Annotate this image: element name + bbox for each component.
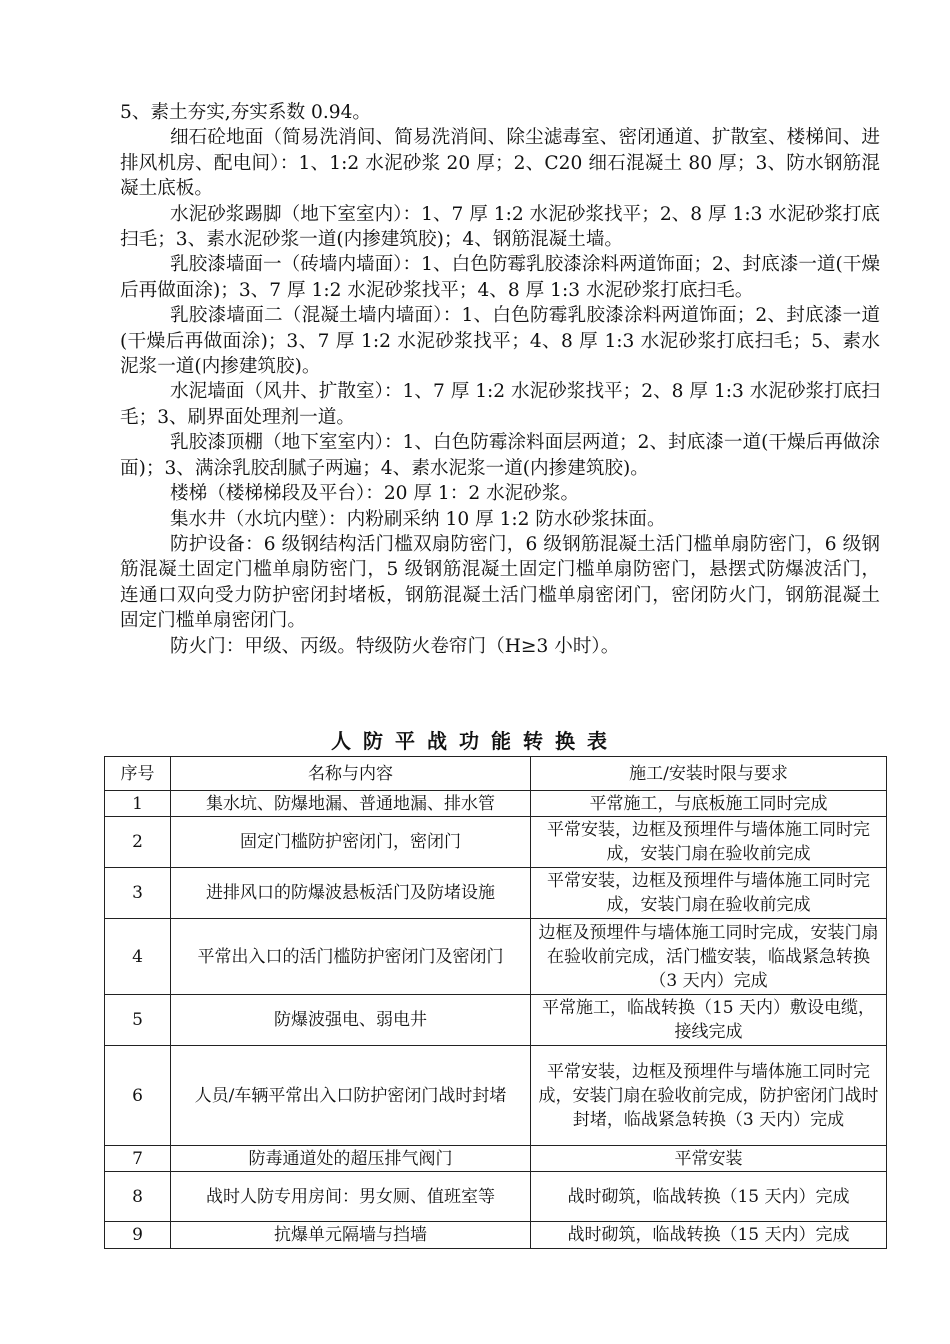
table-row bbox=[105, 1222, 887, 1249]
table-title: 人防平战功能转换表 bbox=[331, 729, 619, 753]
header-requirement: 施工/安装时限与要求 bbox=[531, 757, 887, 791]
paragraph-cement-skirting: 水泥砂浆踢脚（地下室室内）：1、7 厚 1:2 水泥砂浆找平；2、8 厚 1:3 水泥砂浆打底扫毛；3、素水泥砂浆一道(内掺建筑胶)；4、钢筋混凝土墙。 bbox=[120, 203, 880, 251]
table-row bbox=[105, 791, 887, 817]
row-number: 5 bbox=[105, 995, 171, 1046]
table-row bbox=[105, 1046, 887, 1146]
row-name: 固定门槛防护密闭门，密闭门 bbox=[171, 817, 531, 868]
table-row bbox=[105, 1172, 887, 1222]
row-number: 2 bbox=[105, 817, 171, 868]
table-row bbox=[105, 919, 887, 995]
paragraph-cement-wall: 水泥墙面（风井、扩散室）：1、7 厚 1:2 水泥砂浆找平；2、8 厚 1:3 水泥砂浆打底扫毛；3、刷界面处理剂一道。 bbox=[120, 381, 880, 428]
table-row bbox=[105, 817, 887, 868]
row-requirement: 平常安装，边框及预埋件与墙体施工同时完成，安装门扇在验收前完成 bbox=[531, 817, 887, 868]
row-name: 防毒通道处的超压排气阀门 bbox=[171, 1146, 531, 1172]
table-header-row bbox=[105, 757, 887, 791]
table-row bbox=[105, 995, 887, 1046]
row-requirement: 平常施工，与底板施工同时完成 bbox=[531, 791, 887, 817]
header-number: 序号 bbox=[105, 757, 171, 791]
row-number: 3 bbox=[105, 868, 171, 919]
row-number: 1 bbox=[105, 791, 171, 817]
row-requirement: 平常安装 bbox=[531, 1146, 887, 1172]
paragraph-fine-stone-floor: 细石砼地面（简易洗消间、简易洗消间、除尘滤毒室、密闭通道、扩散室、楼梯间、进排风机房、配电间）：1、1:2 水泥砂浆 20 厚；2、C20 细石混凝土 80 厚；3、防水钢筋混凝土底板。 bbox=[120, 127, 880, 200]
row-name: 防爆波强电、弱电井 bbox=[171, 995, 531, 1046]
row-number: 6 bbox=[105, 1046, 171, 1146]
row-name: 战时人防专用房间：男女厕、值班室等 bbox=[171, 1172, 531, 1222]
row-requirement: 平常安装，边框及预埋件与墙体施工同时完成，安装门扇在验收前完成 bbox=[531, 868, 887, 919]
header-name: 名称与内容 bbox=[171, 757, 531, 791]
row-number: 7 bbox=[105, 1146, 171, 1172]
row-name: 抗爆单元隔墙与挡墙 bbox=[171, 1222, 531, 1249]
paragraph-stairs: 楼梯（楼梯梯段及平台）：20 厚 1：2 水泥砂浆。 bbox=[170, 483, 580, 505]
row-name: 人员/车辆平常出入口防护密闭门战时封堵 bbox=[171, 1046, 531, 1146]
row-requirement: 战时砌筑，临战转换（15 天内）完成 bbox=[531, 1222, 887, 1249]
row-name: 集水坑、防爆地漏、普通地漏、排水管 bbox=[171, 791, 531, 817]
row-requirement: 平常施工，临战转换（15 天内）敷设电缆，接线完成 bbox=[531, 995, 887, 1046]
paragraph-protective-equipment: 防护设备：6 级钢结构活门槛双扇防密门，6 级钢筋混凝土活门槛单扇防密门，6 级钢筋混凝土固定门槛单扇防密门，5 级钢筋混凝土固定门槛单扇防密门，悬摆式防爆波活门，连通口双向受力防护密闭封堵板，钢筋混凝土活门槛单扇密闭门，密闭防火门，钢筋混凝土固定门槛单扇密闭门。 bbox=[120, 533, 880, 632]
row-name: 进排风口的防爆波悬板活门及防堵设施 bbox=[171, 868, 531, 919]
row-name: 平常出入口的活门槛防护密闭门及密闭门 bbox=[171, 919, 531, 995]
table-row bbox=[105, 1146, 887, 1172]
paragraph-latex-wall-2: 乳胶漆墙面二（混凝土墙内墙面）：1、白色防霉乳胶漆涂料两道饰面；2、封底漆一道(干燥后再做面涂)；3、7 厚 1:2 水泥砂浆找平；4、8 厚 1:3 水泥砂浆打底扫毛；5、素水泥浆一道(内掺建筑胶)。 bbox=[120, 305, 880, 378]
conversion-table bbox=[104, 756, 887, 1249]
row-requirement: 平常安装，边框及预埋件与墙体施工同时完成，安装门扇在验收前完成，防护密闭门战时封堵，临战紧急转换（3 天内）完成 bbox=[531, 1046, 887, 1146]
row-requirement: 战时砌筑，临战转换（15 天内）完成 bbox=[531, 1172, 887, 1222]
row-number: 4 bbox=[105, 919, 171, 995]
specification-text bbox=[120, 100, 880, 659]
row-number: 8 bbox=[105, 1172, 171, 1222]
paragraph-compaction: 5、素土夯实,夯实系数 0.94。 bbox=[120, 102, 371, 123]
row-number: 9 bbox=[105, 1222, 171, 1249]
table-row bbox=[105, 868, 887, 919]
paragraph-sump: 集水井（水坑内壁）：内粉刷采纳 10 厚 1:2 防水砂浆抹面。 bbox=[170, 508, 666, 530]
row-requirement: 边框及预埋件与墙体施工同时完成，安装门扇在验收前完成，活门槛安装，临战紧急转换（3 天内）完成 bbox=[531, 919, 887, 995]
paragraph-latex-wall-1: 乳胶漆墙面一（砖墙内墙面）：1、白色防霉乳胶漆涂料两道饰面；2、封底漆一道(干燥后再做面涂)；3、7 厚 1:2 水泥砂浆找平；4、8 厚 1:3 水泥砂浆打底扫毛。 bbox=[120, 254, 880, 301]
paragraph-latex-ceiling: 乳胶漆顶棚（地下室室内）：1、白色防霉涂料面层两道；2、封底漆一道(干燥后再做涂面)；3、满涂乳胶刮腻子两遍；4、素水泥浆一道(内掺建筑胶)。 bbox=[120, 432, 880, 479]
paragraph-fire-doors: 防火门：甲级、丙级。特级防火卷帘门（H≥3 小时）。 bbox=[170, 635, 620, 657]
